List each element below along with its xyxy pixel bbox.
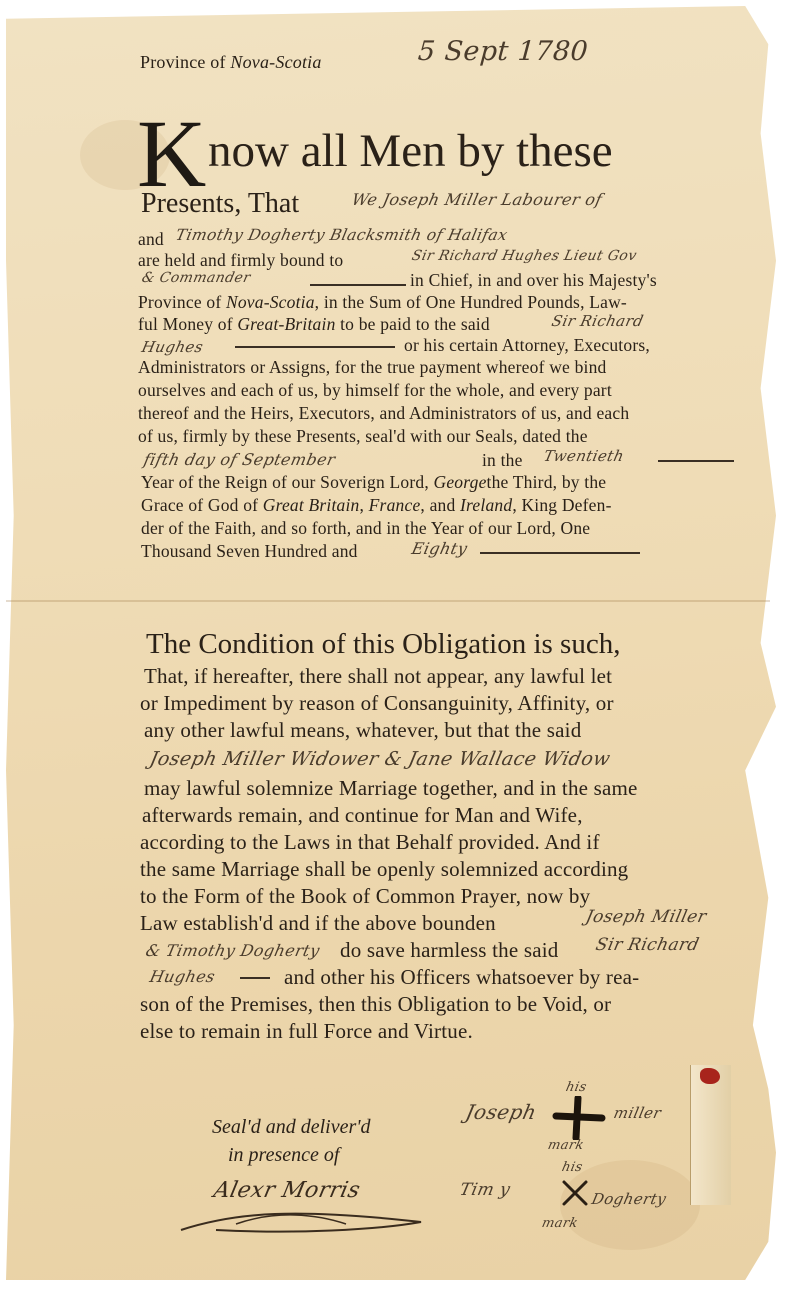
in-presence-of: in presence of xyxy=(228,1144,340,1166)
condition-line-8: the same Marriage shall be openly solemnized according xyxy=(140,857,629,881)
sig-joseph: Joseph xyxy=(463,1100,539,1124)
mark-2: mark xyxy=(540,1216,580,1231)
condition-line-3: any other lawful means, whatever, but that the said xyxy=(144,718,582,742)
bond-line-10: of us, firmly by these Presents, seal'd with our Seals, dated the xyxy=(138,426,588,446)
sig-dogherty: Dogherty xyxy=(590,1190,668,1208)
hw-sir-richard: Sir Richard xyxy=(550,312,646,330)
province-label: Province of xyxy=(140,52,226,72)
line5-b: Great-Britain xyxy=(237,314,336,334)
line12-a: Year of the Reign of our Soverign Lord, xyxy=(141,472,429,492)
bond-line-9: thereof and the Heirs, Executors, and Administrators of us, and each xyxy=(138,403,630,423)
witness-flourish xyxy=(176,1200,426,1240)
held-bound: are held and firmly bound to xyxy=(138,250,344,270)
sig-miller: miller xyxy=(612,1104,663,1122)
line4-b: Nova-Scotia xyxy=(225,292,315,312)
line12-b: George xyxy=(433,472,487,492)
condition-line-13: son of the Premises, then this Obligation to be Void, or xyxy=(140,992,612,1016)
condition-heading: The Condition of this Obligation is such, xyxy=(146,628,621,660)
condition-line-11: do save harmless the said xyxy=(340,938,559,962)
hw-joseph: Joseph Miller xyxy=(583,907,709,927)
line13-c: , xyxy=(359,495,365,515)
bond-line-5 xyxy=(138,314,490,335)
bond-line-7: Administrators or Assigns, for the true payment whereof we bind xyxy=(138,357,607,377)
fill-rule xyxy=(235,346,395,348)
mark-x-icon xyxy=(560,1178,590,1208)
fill-rule xyxy=(658,460,734,462)
hw-governor: Sir Richard Hughes Lieut Gov xyxy=(410,248,639,264)
hw-names-2: Timothy Dogherty Blacksmith of Halifax xyxy=(174,226,510,244)
bond-line-8: ourselves and each of us, by himself for the whole, and every part xyxy=(138,380,612,400)
hw-commander: & Commander xyxy=(140,270,253,286)
hw-timothy: & Timothy Dogherty xyxy=(143,941,322,960)
presents-that: Presents, That xyxy=(141,188,300,219)
bond-line-15: Thousand Seven Hundred and xyxy=(141,541,358,561)
bond-line-3: in Chief, in and over his Majesty's xyxy=(410,270,657,290)
hw-eighty: Eighty xyxy=(409,539,470,558)
fill-rule xyxy=(310,284,406,286)
mark-cross-icon xyxy=(552,1096,606,1140)
line13-a: Grace of God of xyxy=(141,495,259,515)
line4-a: Province of xyxy=(138,292,222,312)
hw-parties: Joseph Miller Widower & Jane Wallace Widow xyxy=(147,748,613,770)
hw-day: fifth day of September xyxy=(141,450,338,469)
bond-heading: now all Men by these xyxy=(208,125,613,177)
bond-line-13 xyxy=(141,495,612,516)
in-the: in the xyxy=(482,450,523,470)
his-1: his xyxy=(564,1080,589,1095)
bond-line-6: or his certain Attorney, Executors, xyxy=(404,335,650,355)
line13-d: France xyxy=(368,495,421,515)
condition-line-14: else to remain in full Force and Virtue. xyxy=(140,1019,473,1043)
sealed-delivered: Seal'd and deliver'd xyxy=(212,1116,371,1138)
and-label: and xyxy=(138,229,164,249)
hw-names-1: We Joseph Miller Labourer of xyxy=(349,190,604,209)
line5-a: ful Money of xyxy=(138,314,233,334)
line12-c: the Third, by the xyxy=(486,472,607,492)
sig-timy: Tim y xyxy=(457,1180,513,1200)
hw-sir: Sir Richard xyxy=(593,935,702,955)
line13-e: , and xyxy=(420,495,456,515)
line13-b: Great Britain xyxy=(262,495,360,515)
line4-c: , in the Sum of One Hundred Pounds, Law- xyxy=(314,292,627,312)
mark-1: mark xyxy=(546,1138,586,1153)
hw-twentieth: Twentieth xyxy=(542,447,626,465)
line13-g: , King Defen- xyxy=(512,495,612,515)
hw-hughes-2: Hughes xyxy=(147,967,217,986)
hw-hughes: Hughes xyxy=(140,338,205,356)
condition-line-9: to the Form of the Book of Common Prayer, now by xyxy=(140,884,591,908)
line5-c: to be paid to the said xyxy=(340,314,490,334)
province-name: Nova-Scotia xyxy=(230,52,322,72)
condition-line-12: and other his Officers whatsoever by rea- xyxy=(284,965,640,989)
witness-signature: Alexr Morris xyxy=(211,1178,363,1203)
seal-tab xyxy=(690,1065,731,1205)
condition-line-2: or Impediment by reason of Consanguinity, Affinity, or xyxy=(140,691,614,715)
his-2: his xyxy=(560,1160,585,1175)
bond-line-14: der of the Faith, and so forth, and in the Year of our Lord, One xyxy=(141,518,591,538)
fill-rule xyxy=(240,977,270,979)
condition-line-6: afterwards remain, and continue for Man and Wife, xyxy=(142,803,583,827)
bond-line-4 xyxy=(138,292,627,313)
wax-seal xyxy=(700,1068,720,1084)
condition-line-5: may lawful solemnize Marriage together, and in the same xyxy=(144,776,638,800)
province-line xyxy=(140,52,322,73)
line13-f: Ireland xyxy=(460,495,513,515)
condition-line-1: That, if hereafter, there shall not appear, any lawful let xyxy=(144,664,613,688)
handwritten-date: 5 Sept 1780 xyxy=(416,36,590,67)
drop-cap: K xyxy=(137,100,207,207)
fill-rule xyxy=(480,552,640,554)
bond-line-12 xyxy=(141,472,606,493)
condition-line-7: according to the Laws in that Behalf provided. And if xyxy=(140,830,600,854)
condition-line-10: Law establish'd and if the above bounden xyxy=(140,911,496,935)
fold-line xyxy=(6,600,770,602)
